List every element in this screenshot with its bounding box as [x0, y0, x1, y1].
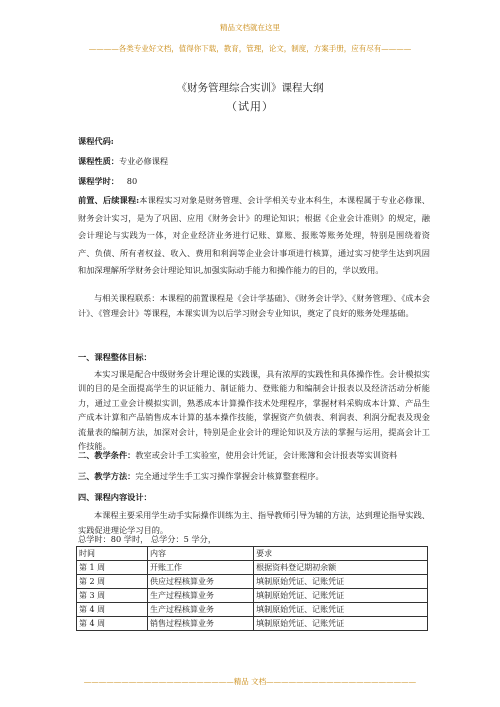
- section-2-text: 教室或会计手工实验室，使用会计凭证，会计账簿和会计报表等实训资料: [135, 450, 398, 460]
- table-cell: 第 4 周: [77, 617, 148, 631]
- section-1-heading: 一、课程整体目标：: [78, 352, 152, 362]
- schedule-table: [76, 546, 428, 631]
- section-3-heading: 三、教学方法：: [78, 471, 136, 481]
- table-header-cell: 要求: [254, 547, 428, 561]
- section-4-heading: 四、课程内容设计：: [78, 492, 152, 502]
- course-hours-row: [78, 176, 430, 187]
- document-subtitle: （试用）: [226, 100, 274, 113]
- section-2-heading: 二、教学条件：: [78, 450, 136, 460]
- table-cell: 生产过程核算业务: [147, 603, 253, 617]
- section-1-paragraph: 本实习课是配合中级财务会计理论课的实践课，具有浓厚的实践性和具体操作性。会计模拟实训的目的是全面提高学生的识证能力、制证能力、登账能力和编制会计报表以及经济活动分析能力，通过工业会计模拟实训，熟悉成本计算操作技术处理程序，掌握材料采购成本计算、产品生产成本计算和产品销售成本计算的基本操作技能，掌握资产负债表、利润表、利润分配表及现金流量表的编制方法，加深对会计，特别是企业会计的理论知识及方法的掌握与运用，提高会计工作技能。: [78, 369, 430, 452]
- table-cell: 填制原始凭证、记账凭证: [254, 575, 428, 589]
- section-3-text: 完全通过学生手工实习操作掌握会计核算整套程序。: [135, 471, 324, 481]
- table-cell: 第 4 周: [77, 603, 148, 617]
- table-cell: 生产过程核算业务: [147, 589, 253, 603]
- course-code-row: [78, 136, 430, 147]
- table-cell: 填制原始凭证、记账凭证: [254, 617, 428, 631]
- course-nature-row: [78, 156, 430, 167]
- table-row: [77, 603, 428, 617]
- course-hours-label: 课程学时：: [78, 176, 119, 186]
- table-header-row: [77, 547, 428, 561]
- table-cell: 供应过程核算业务: [147, 575, 253, 589]
- related-courses-paragraph: 与相关课程联系：本课程的前置课程是《会计学基础》、《财务会计学》、《财务管理》、《成本会计》、《管理会计》等课程，本课实训为以后学习财会专业知识，奠定了良好的账务处理基础。: [78, 293, 430, 318]
- total-hours-line: 总学时：80 学时， 总学分：5 学分，: [78, 534, 217, 544]
- table-row: [77, 617, 428, 631]
- table-cell: 第 2 周: [77, 575, 148, 589]
- section-4-paragraph: 本课程主要采用学生动手实际操作训练为主、指导教师引导为辅的方法，达到理论指导实践、实践促进理论学习目的。: [78, 510, 430, 535]
- footer-banner-line: ————————————————————精品 文档————————————————————: [83, 677, 417, 686]
- table-cell: 填制原始凭证、记账凭证: [254, 589, 428, 603]
- section-2-row: [78, 450, 430, 461]
- table-row: [77, 575, 428, 589]
- header-top-text: 精品文档就在这里: [220, 23, 280, 32]
- course-code-label: 课程代码:: [78, 136, 114, 146]
- table-cell: 开账工作: [147, 561, 253, 575]
- prerequisite-label: 前置、后续课程:: [78, 195, 140, 205]
- table-cell: 销售过程核算业务: [147, 617, 253, 631]
- prerequisite-paragraph: [78, 192, 430, 280]
- section-3-row: [78, 471, 430, 482]
- table-cell: 第 1 周: [77, 561, 148, 575]
- document-title: 《财务管理综合实训》课程大纲: [176, 82, 324, 94]
- course-hours-value: 80: [126, 176, 138, 186]
- table-cell: 填制原始凭证、记账凭证: [254, 603, 428, 617]
- table-row: [77, 561, 428, 575]
- course-nature-value: 专业必修课程: [118, 156, 169, 166]
- table-cell: 第 3 周: [77, 589, 148, 603]
- table-header-cell: 时间: [77, 547, 148, 561]
- table-header-cell: 内容: [147, 547, 253, 561]
- header-banner-line: ————各类专业好文档，值得你下载，教育，管理，论文，制度，方案手册，应有尽有————: [88, 44, 412, 53]
- table-row: [77, 589, 428, 603]
- prerequisite-text: 本课程实习对象是财务管理、会计学相关专业本科生，本课程属于专业必修课、财务会计实习，是为了巩固、应用《财务会计》的理论知识；根据《企业会计准则》的规定，融会计理论与实践为一体，对企业经济业务进行记账、算账、报账等账务处理，特别是围绕着资产、负债、所有者权益、收入、费用和利润等企业会计事项进行核算，通过实习使学生达到巩固和加深理解所学财务会计理论知识,加强实际动手能力和操作能力的目的，学以致用。: [78, 195, 430, 276]
- table-cell: 根据资料登记期初余额: [254, 561, 428, 575]
- course-nature-label: 课程性质：: [78, 156, 119, 166]
